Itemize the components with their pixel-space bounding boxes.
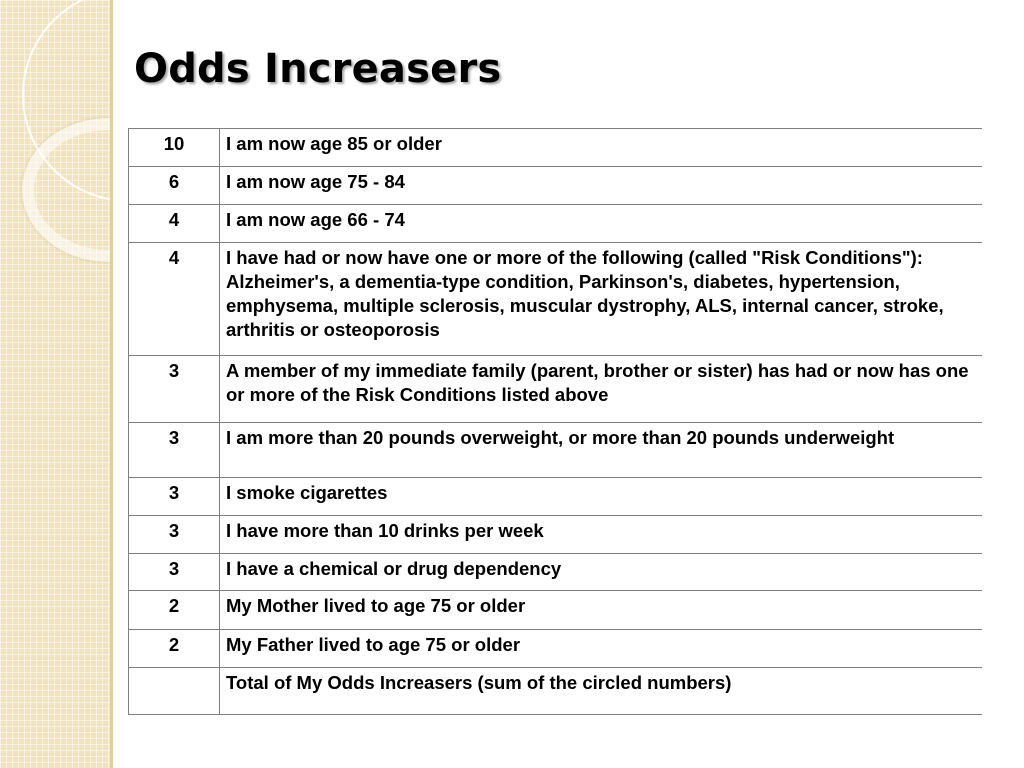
- points-cell: 3: [129, 554, 220, 591]
- points-cell: 4: [129, 205, 220, 243]
- table-row: [129, 591, 983, 630]
- odds-increasers-table: [128, 128, 982, 715]
- description-cell: I smoke cigarettes: [220, 478, 983, 516]
- table-row: [129, 129, 983, 167]
- table-row: [129, 167, 983, 205]
- description-cell: My Mother lived to age 75 or older: [220, 591, 983, 630]
- points-cell: 2: [129, 630, 220, 668]
- points-cell: 4: [129, 243, 220, 356]
- points-cell: 3: [129, 423, 220, 478]
- table-row: [129, 516, 983, 554]
- slide-title: Odds Increasers: [134, 46, 502, 92]
- table-row: [129, 356, 983, 423]
- points-cell: 3: [129, 516, 220, 554]
- table-row: [129, 205, 983, 243]
- description-cell: I have had or now have one or more of the following (called "Risk Conditions"): Alzheimer's, a dementia-type condition, Parkinson's, diabetes, hypertension, emphysema, multiple sclerosis, muscular dystrophy, ALS, internal cancer, stroke, arthritis or osteoporosis: [220, 243, 983, 356]
- table-row: [129, 630, 983, 668]
- description-cell: I am now age 66 - 74: [220, 205, 983, 243]
- table-row: [129, 668, 983, 715]
- description-cell: I have a chemical or drug dependency: [220, 554, 983, 591]
- description-cell: I have more than 10 drinks per week: [220, 516, 983, 554]
- points-cell: [129, 668, 220, 715]
- table-row: [129, 478, 983, 516]
- points-cell: 2: [129, 591, 220, 630]
- description-cell: Total of My Odds Increasers (sum of the circled numbers): [220, 668, 983, 715]
- description-cell: A member of my immediate family (parent, brother or sister) has had or now has one or more of the Risk Conditions listed above: [220, 356, 983, 423]
- points-cell: 3: [129, 478, 220, 516]
- table-row: [129, 423, 983, 478]
- description-cell: I am more than 20 pounds overweight, or more than 20 pounds underweight: [220, 423, 983, 478]
- table-row: [129, 554, 983, 591]
- table-row: [129, 243, 983, 356]
- points-cell: 6: [129, 167, 220, 205]
- description-cell: I am now age 85 or older: [220, 129, 983, 167]
- description-cell: I am now age 75 - 84: [220, 167, 983, 205]
- points-cell: 10: [129, 129, 220, 167]
- decorative-side-strip: [0, 0, 113, 768]
- description-cell: My Father lived to age 75 or older: [220, 630, 983, 668]
- points-cell: 3: [129, 356, 220, 423]
